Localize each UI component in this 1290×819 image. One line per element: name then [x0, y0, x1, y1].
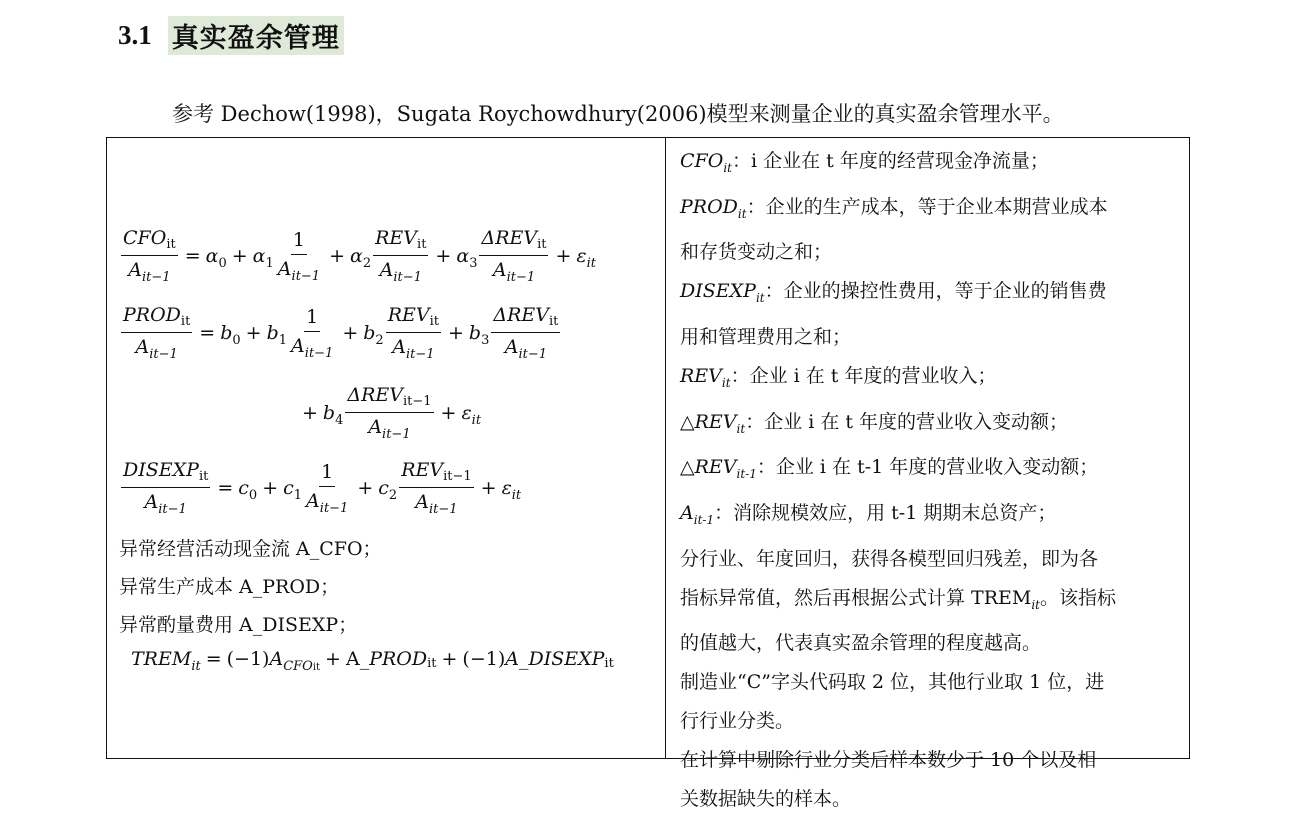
def-trem-cont: 的值越大，代表真实盈余管理的程度越高。 [680, 632, 1042, 655]
def-disexp: $DISEXP_{it}$：企业的操控性费用，等于企业的销售费 [680, 280, 1107, 306]
section-heading [118, 16, 344, 54]
disexp-equation: $\frac{DISEXP_{it}}{A_{it-1}}$ = $c_0$ + $c_1$ $\frac{1}{A_{it-1}}$ + $c_2$ $\frac{REV_{it-1}}{A_{it-1}}$ + $\varepsilon_{it}$ [123, 459, 522, 517]
def-disexp-cont: 用和管理费用之和； [680, 326, 852, 349]
def-assets: $A_{it-1}$：消除规模效应，用 t-1 期期末总资产； [680, 502, 1057, 527]
def-rev: $REV_{it}$：企业 i 在 t 年度的营业收入； [680, 364, 997, 390]
equations-cell [107, 138, 666, 758]
def-industry-cont: 行行业分类。 [680, 710, 795, 733]
def-sample-cont: 关数据缺失的样本。 [680, 787, 852, 810]
def-cfo: $CFO_{it}$：i 企业在 t 年度的经营现金净流量； [680, 150, 1049, 175]
def-drev: $\triangle REV_{it}$：企业 i 在 t 年度的营业收入变动额； [680, 410, 1069, 436]
def-industry: 制造业“C”字头代码取 2 位，其他行业取 1 位，进 [680, 671, 1105, 694]
section-title: 真实盈余管理 [168, 16, 344, 55]
def-sample: 在计算中剔除行业分类后样本数少于 10 个以及相 [680, 749, 1097, 772]
def-trem: 指标异常值，然后再根据公式计算 $TREM_{it}$。该指标 [680, 586, 1117, 612]
def-drev-prev: $\triangle REV_{it-1}$：企业 i 在 t-1 年度的营业收入变动额； [680, 456, 1099, 482]
def-prod-cont: 和存货变动之和； [680, 241, 833, 264]
trem-equation: $TREM_{it}$ = (−1) $A_{CFOit}$ + A_ PROD it + (−1) A_DISEXP it [131, 648, 614, 674]
section-number: 3.1 [118, 19, 152, 50]
abnormal-cfo-line: 异常经营活动现金流 A_CFO； [119, 538, 382, 560]
cfo-fraction: $\frac{CFO_{it}}{A_{it-1}}$ [123, 227, 176, 285]
prod-equation-continued: + $b_4$ $\frac{\Delta REV_{it-1}}{A_{it-1}}$ + $\varepsilon_{it}$ [302, 384, 482, 442]
def-prod: $PROD_{it}$：企业的生产成本，等于企业本期营业成本 [680, 195, 1108, 221]
abnormal-disexp-line: 异常酌量费用 A_DISEXP； [119, 614, 358, 636]
cfo-equation: $\frac{CFO_{it}}{A_{it-1}}$ = $\alpha_0$ + $\alpha_1$ $\frac{1}{A_{it-1}}$ + $\alpha_2$ $\frac{REV_{it}}{A_{it-1}}$ + $\alpha_3$ $\frac{\Delta REV_{it}}{A_{it-1}}$ + $\varepsilon_{it}$ [123, 227, 596, 285]
abnormal-prod-line: 异常生产成本 A_PROD； [119, 576, 340, 598]
definitions-cell [666, 138, 1189, 810]
prod-equation: $\frac{PROD_{it}}{A_{it-1}}$ = $b_0$ + $b_1$ $\frac{1}{A_{it-1}}$ + $b_2$ $\frac{REV_{it}}{A_{it-1}}$ + $b_3$ $\frac{\Delta REV_{it}}{A_{it-1}}$ [123, 304, 559, 362]
intro-paragraph: 参考 Dechow(1998)，Sugata Roychowdhury(2006)模型来测量企业的真实盈余管理水平。 [172, 102, 1064, 126]
def-regression: 分行业、年度回归，获得各模型回归残差，即为各 [680, 547, 1099, 570]
model-table [106, 137, 1190, 810]
